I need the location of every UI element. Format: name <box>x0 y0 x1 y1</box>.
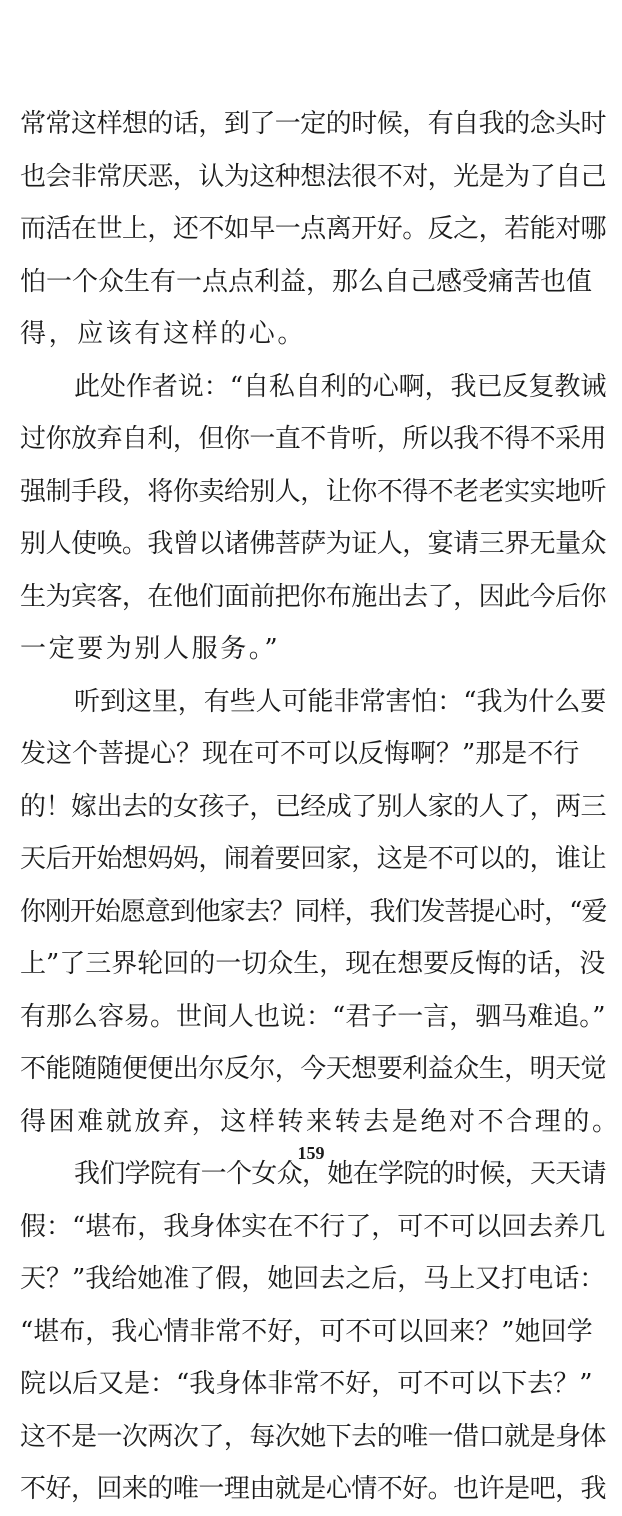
text-line: 也会非常厌恶，认为这种想法很不对，光是为了自己 <box>20 161 607 192</box>
text-line: 有那么容易。世间人也说：“君子一言，驷马难追。” <box>20 1001 606 1032</box>
text-line: 而活在世上，还不如早一点离开好。反之，若能对哪 <box>20 214 607 244</box>
text-line: 假：“堪布，我身体实在不行了，可不可以回去养几 <box>20 1211 606 1242</box>
text-line: 得，应该有这样的心。 <box>20 319 307 349</box>
text-line: 得困难就放弃，这样转来转去是绝对不合理的。 <box>20 1106 621 1137</box>
page-body <box>20 98 621 1516</box>
text-line: 天？”我给她准了假，她回去之后，马上又打电话： <box>20 1264 606 1294</box>
text-line: 怕一个众生有一点点利益，那么自己感受痛苦也值 <box>20 266 593 297</box>
text-line: 过你放弃自利，但你一直不肯听，所以我不得不采用 <box>20 424 607 454</box>
paragraph-first-line: 听到这里，有些人可能非常害怕：“我为什么要 <box>74 686 607 717</box>
text-line: 一定要为别人服务。” <box>20 634 281 664</box>
page-number: 159 <box>297 1143 325 1163</box>
text-line: 不好，回来的唯一理由就是心情不好。也许是吧，我 <box>20 1474 607 1504</box>
text-line: 不能随随便便出尔反尔，今天想要利益众生，明天觉 <box>20 1054 607 1084</box>
text-line: 你刚开始愿意到他家去？同样，我们发菩提心时，“爱 <box>20 896 607 927</box>
text-line: 生为宾客，在他们面前把你布施出去了，因此今后你 <box>20 581 607 612</box>
text-line: 常常这样想的话，到了一定的时候，有自我的念头时 <box>20 109 607 139</box>
text-line: 这不是一次两次了，每次她下去的唯一借口就是身体 <box>20 1421 607 1452</box>
text-line: “堪布，我心情非常不好，可不可以回来？”她回学 <box>20 1316 593 1347</box>
text-line: 发这个菩提心？现在可不可以反悔啊？”那是不行 <box>20 739 580 769</box>
text-line: 院以后又是：“我身体非常不好，可不可以下去？” <box>20 1369 593 1399</box>
text-line: 别人使唤。我曾以诸佛菩萨为证人，宴请三界无量众 <box>20 529 607 559</box>
paragraph-first-line: 我们学院有一个女众，她在学院的时候，天天请 <box>74 1159 606 1189</box>
text-line: 强制手段，将你卖给别人，让你不得不老老实实地听 <box>20 476 607 507</box>
text-line: 天后开始想妈妈，闹着要回家，这是不可以的，谁让 <box>20 844 607 874</box>
text-line: 的！嫁出去的女孩子，已经成了别人家的人了，两三 <box>20 791 607 822</box>
paragraph-first-line: 此处作者说：“自私自利的心啊，我已反复教诫 <box>74 371 607 402</box>
text-line: 上”了三界轮回的一切众生，现在想要反悔的话，没 <box>20 949 606 979</box>
